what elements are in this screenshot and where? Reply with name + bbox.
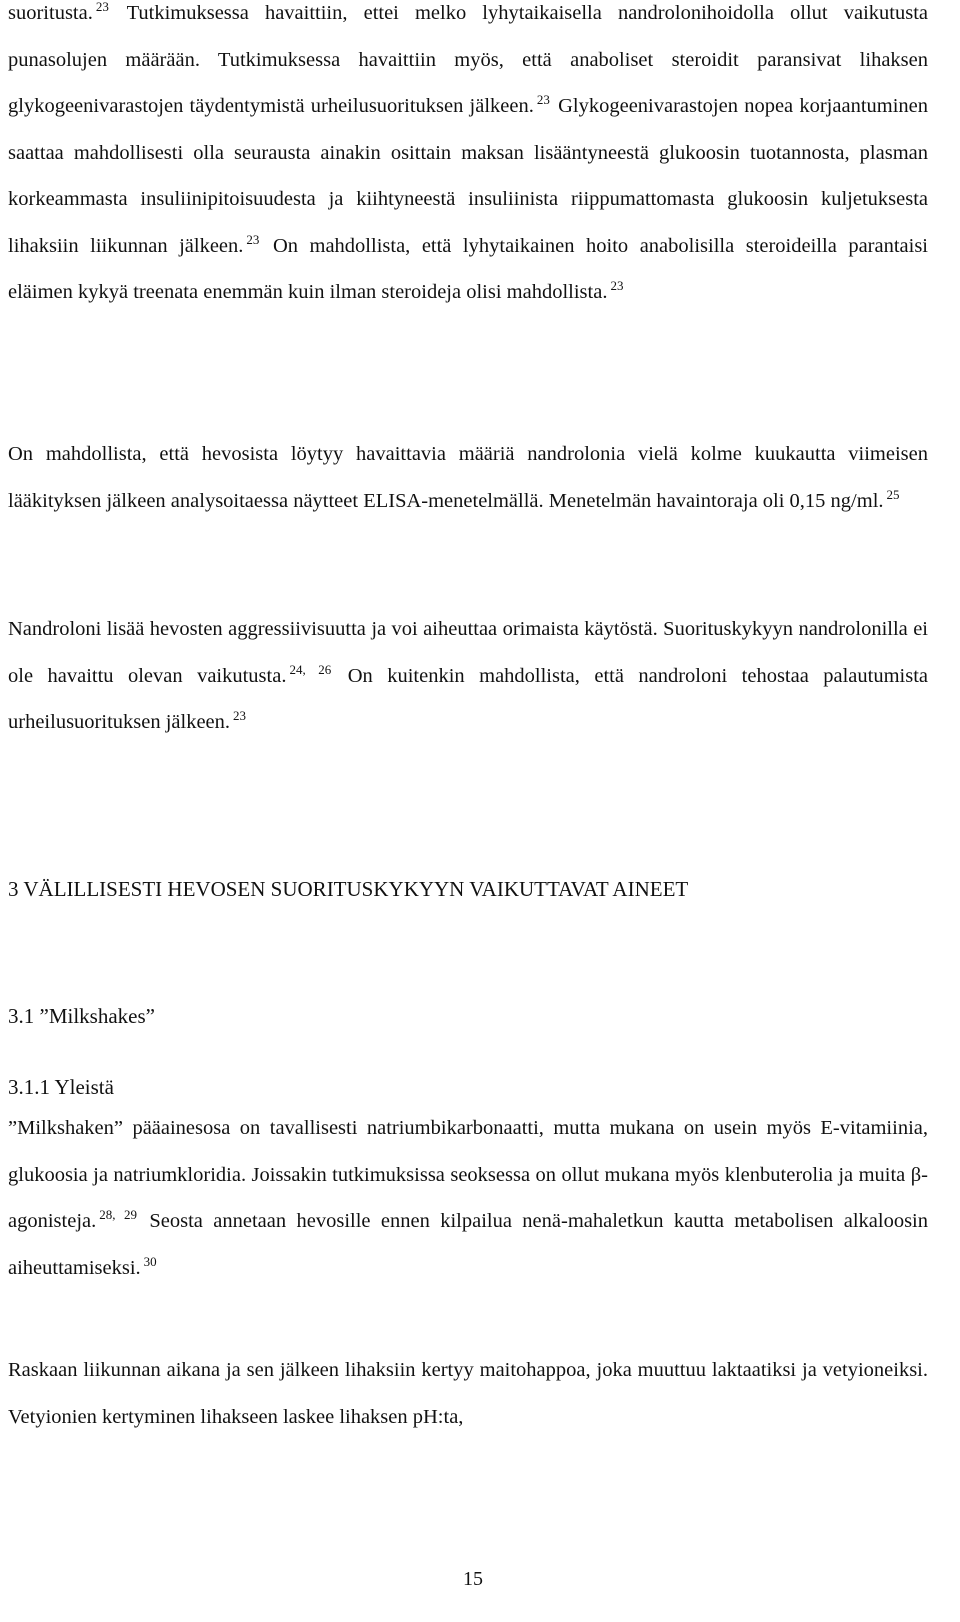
paragraph-text: Raskaan liikunnan aikana ja sen jälkeen lihaksiin kertyy maitohappoa, joka muuttuu laktaatiksi ja vetyioneiksi. Vetyionien kertyminen lihakseen laskee lihaksen pH:ta, [8, 1359, 928, 1428]
citation-marker: 23 [233, 708, 247, 724]
citation-marker: 28, 29 [99, 1207, 137, 1223]
paragraph-detection [8, 431, 928, 524]
citation-marker: 25 [886, 486, 900, 502]
chapter-heading: 3 VÄLILLISESTI HEVOSEN SUORITUSKYKYYN VAIKUTTAVAT AINEET [8, 877, 689, 901]
paragraph-lactate [8, 1347, 928, 1440]
paragraph-text: suoritusta. [8, 2, 93, 24]
paragraph-aggression [8, 606, 928, 746]
section-heading: 3.1 ”Milkshakes” [8, 1004, 155, 1028]
page-number: 15 [463, 1568, 483, 1590]
paragraph-text: Seosta annetaan hevosille ennen kilpailua nenä-mahaletkun kautta metabolisen alkaloosin aiheuttamiseksi. [8, 1210, 928, 1279]
paragraph-text: Nandroloni lisää hevosten aggressiivisuutta ja voi aiheuttaa orimaista käytöstä. Suorituskykyyn nandrolonilla ei ole havaittu olevan vaikutusta. [8, 618, 928, 687]
citation-marker: 23 [536, 92, 550, 108]
citation-marker: 23 [95, 0, 109, 15]
paragraph-text: Tutkimuksessa havaittiin, ettei melko lyhytaikaisella nandrolonihoidolla ollut vaikutusta punasolujen määrään. Tutkimuksessa havaittiin myös, että anaboliset steroidit paransivat lihaksen glykogeenivarastojen täydentymistä urheilusuorituksen jälkeen. [8, 2, 928, 117]
paragraph-text: On mahdollista, että lyhytaikainen hoito anabolisilla steroideilla parantaisi eläimen kykyä treenata enemmän kuin ilman steroideja olisi mahdollista. [8, 234, 929, 303]
paragraph-text: On mahdollista, että hevosista löytyy havaittavia määriä nandrolonia vielä kolme kuukautta viimeisen lääkityksen jälkeen analysoitaessa näytteet ELISA-menetelmällä. Menetelmän havaintoraja oli 0,15 ng/ml. [8, 443, 928, 512]
citation-marker: 23 [246, 231, 260, 247]
citation-marker: 24, 26 [289, 661, 332, 677]
paragraph-text: ”Milkshaken” pääainesosa on tavallisesti natriumbikarbonaatti, mutta mukana on usein myös E-vitamiinia, glukoosia ja natriumkloridia. Joissakin tutkimuksissa seoksessa on ollut mukana myös klenbuterolia ja muita β-agonisteja. [8, 1117, 928, 1232]
paragraph-text: On kuitenkin mahdollista, että nandroloni tehostaa palautumista urheilusuorituksen jälkeen. [8, 664, 929, 733]
citation-marker: 30 [143, 1253, 157, 1269]
paragraph-milkshake [8, 1105, 928, 1291]
citation-marker: 23 [610, 278, 624, 294]
paragraph-text: Glykogeenivarastojen nopea korjaantuminen saattaa mahdollisesti olla seurausta ainakin osittain maksan lisääntyneestä glukoosin tuotannosta, plasman korkeammasta insuliinipitoisuudesta ja kiihtyneestä insuliinista riippumattomasta glukoosin kuljetuksesta lihaksiin liikunnan jälkeen. [8, 95, 928, 257]
paragraph-nandrolone-effects [8, 0, 928, 316]
subsection-heading: 3.1.1 Yleistä [8, 1075, 114, 1099]
